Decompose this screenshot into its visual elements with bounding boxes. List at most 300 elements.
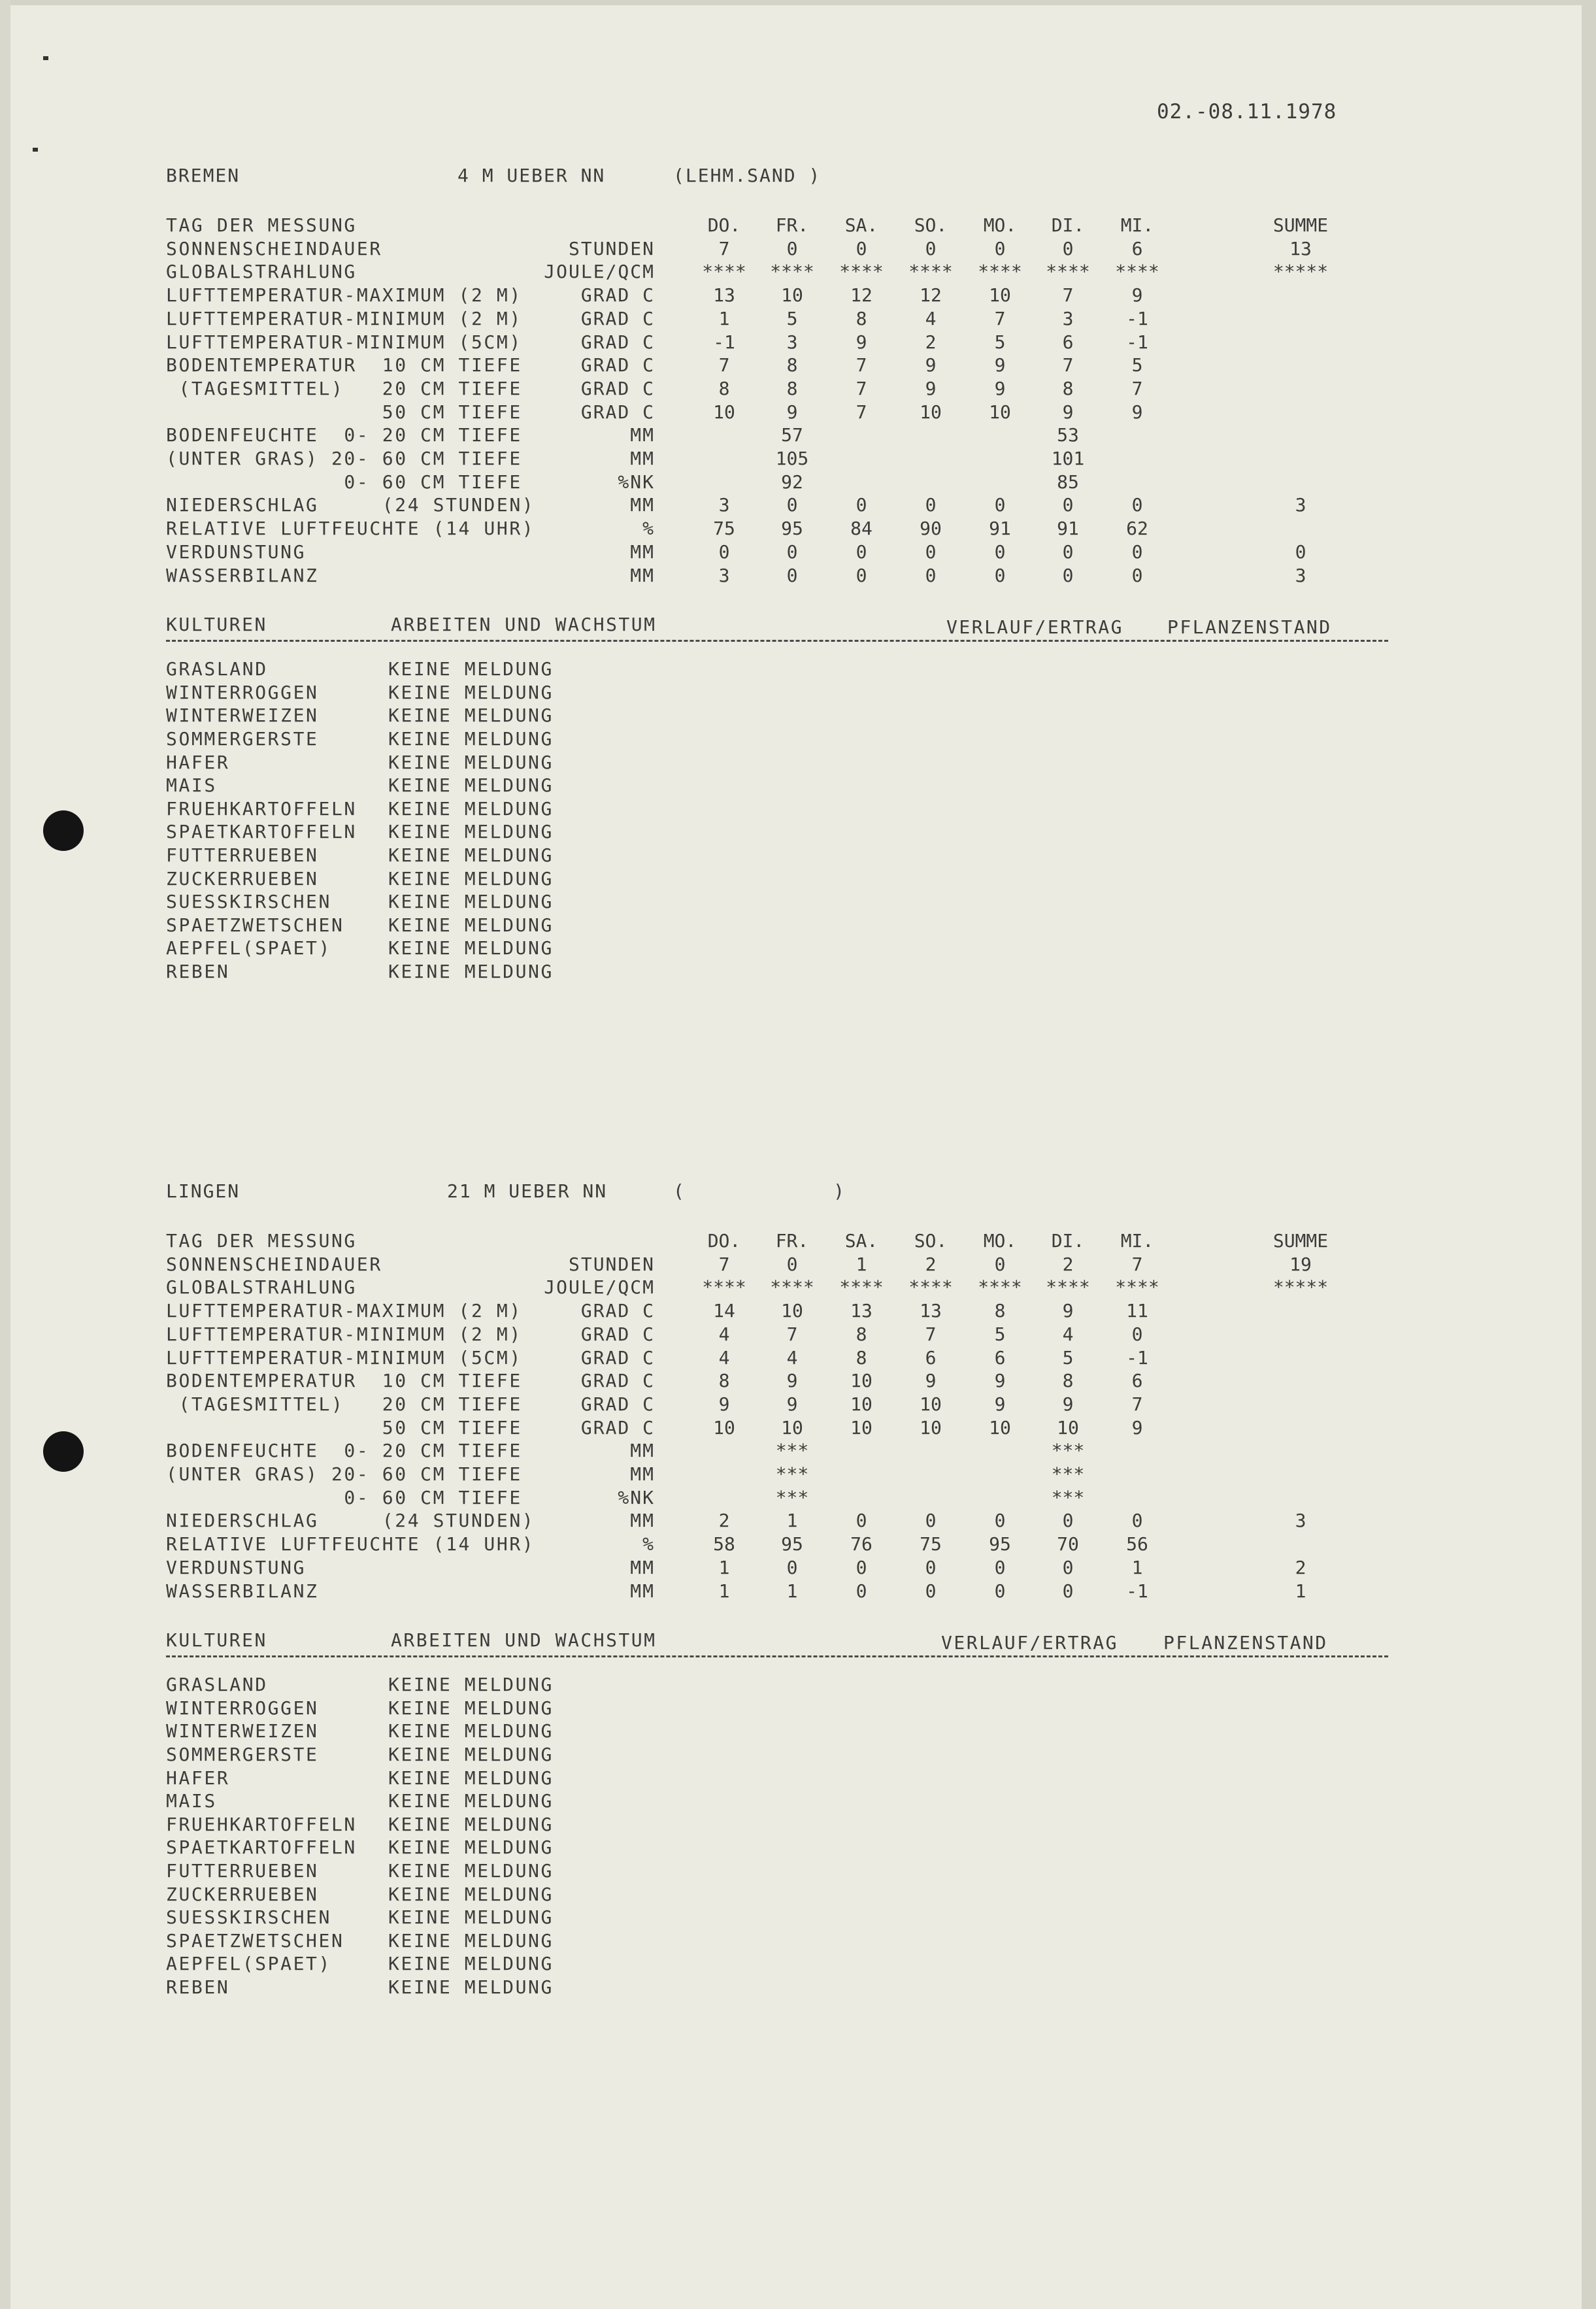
row-value: ****: [908, 1276, 953, 1299]
row-value: 5: [1062, 1346, 1074, 1369]
row-label: NIEDERSCHLAG (24 STUNDEN): [166, 1510, 535, 1532]
row-value: 0: [1131, 1510, 1143, 1532]
crop-name: WINTERROGGEN: [166, 1697, 319, 1719]
row-value: 1: [718, 1580, 730, 1602]
table-row: [0, 1580, 1596, 1604]
crop-row: [166, 751, 554, 773]
row-label: WASSERBILANZ: [166, 564, 319, 586]
row-value: ****: [1115, 261, 1159, 283]
crop-name: FUTTERRUEBEN: [166, 844, 319, 866]
crop-status: KEINE MELDUNG: [388, 797, 554, 820]
row-value: ***: [775, 1486, 809, 1508]
row-unit: JOULE/QCM: [544, 1276, 655, 1299]
crop-status: KEINE MELDUNG: [388, 1976, 554, 1998]
row-value: ***: [775, 1463, 809, 1485]
measurement-day-label: TAG DER MESSUNG: [166, 214, 357, 236]
crop-row: [166, 1790, 554, 1812]
row-value: 10: [781, 1300, 803, 1322]
crop-row: [166, 1836, 554, 1859]
crop-status: KEINE MELDUNG: [388, 1790, 554, 1812]
row-label: (TAGESMITTEL) 20 CM TIEFE: [166, 1393, 522, 1415]
row-value: 90: [920, 518, 942, 540]
row-label: BODENTEMPERATUR 10 CM TIEFE: [166, 354, 522, 376]
row-unit: GRAD C: [580, 1346, 655, 1369]
row-sum: 1: [1295, 1580, 1306, 1602]
crop-status: KEINE MELDUNG: [388, 681, 554, 703]
row-value: 10: [989, 401, 1011, 423]
arbeiten-header: ARBEITEN UND WACHSTUM: [391, 1629, 657, 1652]
table-row: [0, 1393, 1596, 1417]
row-value: 9: [1062, 1300, 1074, 1322]
crop-status: KEINE MELDUNG: [388, 821, 554, 843]
crop-row: [166, 728, 554, 750]
crop-row: [166, 1906, 554, 1929]
row-value: 13: [920, 1300, 942, 1322]
row-value: 0: [856, 540, 867, 563]
row-unit: GRAD C: [580, 331, 655, 353]
row-value: 0: [994, 1580, 1006, 1602]
row-label: NIEDERSCHLAG (24 STUNDEN): [166, 494, 535, 516]
crop-name: MAIS: [166, 1790, 217, 1812]
row-value: 6: [1131, 237, 1143, 259]
row-label: SONNENSCHEINDAUER: [166, 1253, 382, 1275]
row-label: 50 CM TIEFE: [166, 401, 522, 423]
row-value: 84: [850, 518, 873, 540]
row-unit: GRAD C: [580, 1370, 655, 1392]
table-row: [0, 1440, 1596, 1463]
table-row: [0, 1417, 1596, 1440]
row-value: 9: [994, 1393, 1006, 1415]
row-value: 10: [713, 401, 735, 423]
table-row: [0, 1510, 1596, 1533]
crop-row: [166, 705, 554, 727]
row-value: 3: [718, 564, 730, 586]
row-value: 7: [1131, 377, 1143, 399]
row-value: 8: [786, 354, 798, 376]
day-header: SA.: [844, 214, 878, 236]
row-value: 1: [856, 1253, 867, 1275]
row-label: VERDUNSTUNG: [166, 1556, 307, 1578]
row-value: ****: [702, 261, 746, 283]
table-row: [0, 308, 1596, 331]
station-name: LINGEN: [166, 1180, 241, 1202]
row-value: 10: [850, 1370, 873, 1392]
row-unit: MM: [630, 424, 655, 446]
row-value: ****: [1115, 1276, 1159, 1299]
crop-row: [166, 821, 554, 843]
crop-row: [166, 1883, 554, 1905]
row-unit: GRAD C: [580, 1300, 655, 1322]
table-row: [0, 1463, 1596, 1487]
row-label: RELATIVE LUFTFEUCHTE (14 UHR): [166, 518, 535, 540]
crop-name: SUESSKIRSCHEN: [166, 1906, 331, 1929]
row-value: 13: [850, 1300, 873, 1322]
day-header: SO.: [914, 214, 948, 236]
sum-header: SUMME: [1272, 1230, 1329, 1252]
row-value: 9: [718, 1393, 730, 1415]
table-row: [0, 238, 1596, 261]
row-value: 8: [718, 377, 730, 399]
paper-edge-top: [0, 0, 1596, 5]
row-value: 4: [1062, 1323, 1074, 1345]
crop-status: KEINE MELDUNG: [388, 867, 554, 889]
crop-row: [166, 891, 554, 913]
row-value: ****: [1046, 261, 1090, 283]
row-value: 10: [989, 1416, 1011, 1438]
row-value: 7: [718, 237, 730, 259]
row-label: GLOBALSTRAHLUNG: [166, 261, 357, 283]
crop-status: KEINE MELDUNG: [388, 1953, 554, 1975]
row-value: 62: [1126, 518, 1148, 540]
crop-status: KEINE MELDUNG: [388, 1906, 554, 1929]
row-value: 8: [718, 1370, 730, 1392]
row-value: 5: [1131, 354, 1143, 376]
row-value: 9: [925, 1370, 937, 1392]
row-value: 10: [989, 284, 1011, 307]
crop-name: ZUCKERRUEBEN: [166, 867, 319, 889]
crop-name: REBEN: [166, 961, 230, 982]
row-value: 7: [718, 1253, 730, 1275]
day-header: DI.: [1051, 1230, 1085, 1252]
station-height: 21 M UEBER NN: [447, 1180, 608, 1202]
row-unit: %: [642, 518, 655, 540]
row-unit: MM: [630, 448, 655, 469]
ink-speck: [43, 56, 48, 60]
row-value: 0: [856, 564, 867, 586]
row-value: 9: [1062, 401, 1074, 423]
day-header: SO.: [914, 1230, 948, 1252]
row-value: 0: [856, 494, 867, 516]
row-unit: MM: [630, 1510, 655, 1532]
row-value: ***: [775, 1440, 809, 1462]
crop-name: GRASLAND: [166, 1674, 268, 1696]
row-value: 9: [786, 1393, 798, 1415]
crop-row: [166, 797, 554, 820]
row-value: 76: [850, 1533, 873, 1555]
row-unit: MM: [630, 540, 655, 563]
crop-status: KEINE MELDUNG: [388, 1744, 554, 1765]
row-label: LUFTTEMPERATUR-MINIMUM (5CM): [166, 331, 522, 353]
row-label: 0- 60 CM TIEFE: [166, 471, 522, 493]
row-unit: GRAD C: [580, 401, 655, 423]
table-row: [0, 1254, 1596, 1277]
row-value: ****: [978, 261, 1022, 283]
row-value: 7: [925, 1323, 937, 1345]
row-value: 7: [1131, 1253, 1143, 1275]
row-value: ***: [1051, 1463, 1085, 1485]
row-value: 0: [994, 1556, 1006, 1578]
crop-status: KEINE MELDUNG: [388, 1836, 554, 1859]
row-unit: STUNDEN: [568, 1253, 655, 1275]
day-header: MI.: [1120, 214, 1154, 236]
crop-name: WINTERROGGEN: [166, 681, 319, 703]
row-value: 9: [786, 401, 798, 423]
row-value: 0: [1131, 564, 1143, 586]
row-value: 0: [1062, 564, 1074, 586]
crop-name: FRUEHKARTOFFELN: [166, 1813, 357, 1835]
table-row: [0, 518, 1596, 541]
row-value: 9: [994, 377, 1006, 399]
row-value: 1: [1131, 1556, 1143, 1578]
row-value: 0: [1062, 1556, 1074, 1578]
row-value: 5: [994, 331, 1006, 353]
row-label: VERDUNSTUNG: [166, 540, 307, 563]
row-value: 9: [994, 354, 1006, 376]
row-value: 6: [1131, 1370, 1143, 1392]
row-value: 5: [994, 1323, 1006, 1345]
row-value: 95: [989, 1533, 1011, 1555]
table-row: [0, 424, 1596, 448]
crop-status: KEINE MELDUNG: [388, 1860, 554, 1882]
crop-name: SUESSKIRSCHEN: [166, 891, 331, 913]
row-value: 0: [718, 540, 730, 563]
row-unit: JOULE/QCM: [544, 261, 655, 283]
row-value: 9: [925, 354, 937, 376]
crop-name: FUTTERRUEBEN: [166, 1860, 319, 1882]
crop-status: KEINE MELDUNG: [388, 1929, 554, 1952]
station-height: 4 M UEBER NN: [457, 165, 606, 186]
crop-name: SPAETKARTOFFELN: [166, 1836, 357, 1859]
row-value: 2: [925, 331, 937, 353]
crop-name: MAIS: [166, 774, 217, 797]
crop-row: [166, 1744, 554, 1765]
table-row: [0, 1370, 1596, 1393]
crop-status: KEINE MELDUNG: [388, 1720, 554, 1742]
row-value: 8: [856, 1323, 867, 1345]
verlauf-header: VERLAUF/ERTRAG: [946, 616, 1124, 639]
crop-row: [166, 1697, 554, 1719]
row-value: 12: [920, 284, 942, 307]
row-value: 95: [781, 518, 803, 540]
row-value: 0: [786, 1556, 798, 1578]
row-value: 5: [786, 307, 798, 329]
table-row: [0, 1276, 1596, 1300]
row-value: 0: [994, 540, 1006, 563]
row-value: 0: [1062, 540, 1074, 563]
table-row: [0, 1300, 1596, 1323]
row-value: 10: [850, 1416, 873, 1438]
crop-name: ZUCKERRUEBEN: [166, 1883, 319, 1905]
row-value: 0: [786, 237, 798, 259]
row-label: SONNENSCHEINDAUER: [166, 237, 382, 259]
row-value: 105: [775, 448, 809, 469]
crop-name: HAFER: [166, 1767, 230, 1789]
row-unit: GRAD C: [580, 1323, 655, 1345]
crop-status: KEINE MELDUNG: [388, 1674, 554, 1696]
row-unit: GRAD C: [580, 1393, 655, 1415]
row-label: (TAGESMITTEL) 20 CM TIEFE: [166, 377, 522, 399]
sum-header: SUMME: [1272, 214, 1329, 236]
crop-name: AEPFEL(SPAET): [166, 1953, 331, 1975]
verlauf-header: VERLAUF/ERTRAG: [941, 1632, 1119, 1654]
row-value: 0: [856, 1580, 867, 1602]
crop-row: [166, 867, 554, 889]
row-label: BODENFEUCHTE 0- 20 CM TIEFE: [166, 424, 522, 446]
row-value: 9: [786, 1370, 798, 1392]
crop-name: GRASLAND: [166, 658, 268, 680]
row-value: 7: [994, 307, 1006, 329]
row-value: 0: [1131, 494, 1143, 516]
row-value: 0: [925, 237, 937, 259]
crop-name: WINTERWEIZEN: [166, 705, 319, 727]
pflanzenstand-header: PFLANZENSTAND: [1163, 1632, 1328, 1654]
row-value: 4: [925, 307, 937, 329]
row-value: 75: [713, 518, 735, 540]
crop-name: REBEN: [166, 1976, 230, 1998]
punch-hole: [43, 810, 84, 851]
row-value: 10: [920, 1416, 942, 1438]
crop-status: KEINE MELDUNG: [388, 844, 554, 866]
row-value: 0: [786, 564, 798, 586]
day-header: SA.: [844, 1230, 878, 1252]
row-value: 3: [718, 494, 730, 516]
day-header: DO.: [707, 214, 741, 236]
row-value: 8: [1062, 1370, 1074, 1392]
row-unit: GRAD C: [580, 377, 655, 399]
row-value: 9: [856, 331, 867, 353]
row-value: 14: [713, 1300, 735, 1322]
row-value: 0: [925, 540, 937, 563]
day-header: FR.: [775, 214, 809, 236]
row-value: 0: [856, 1510, 867, 1532]
kulturen-header: KULTUREN: [166, 614, 267, 636]
table-row: [0, 1533, 1596, 1557]
row-label: LUFTTEMPERATUR-MINIMUM (2 M): [166, 307, 522, 329]
day-header: MO.: [983, 214, 1017, 236]
row-unit: %NK: [618, 1486, 655, 1508]
row-value: -1: [1126, 1580, 1148, 1602]
row-value: 85: [1057, 471, 1079, 493]
table-row: [0, 1323, 1596, 1347]
crop-row: [166, 1720, 554, 1742]
row-value: 3: [786, 331, 798, 353]
row-label: LUFTTEMPERATUR-MAXIMUM (2 M): [166, 284, 522, 307]
row-value: 56: [1126, 1533, 1148, 1555]
row-value: 7: [856, 377, 867, 399]
day-header: MI.: [1120, 1230, 1154, 1252]
crop-row: [166, 914, 554, 936]
row-label: (UNTER GRAS) 20- 60 CM TIEFE: [166, 1463, 522, 1485]
row-label: GLOBALSTRAHLUNG: [166, 1276, 357, 1299]
row-value: 12: [850, 284, 873, 307]
row-value: ****: [839, 261, 884, 283]
crop-status: KEINE MELDUNG: [388, 658, 554, 680]
row-value: 13: [713, 284, 735, 307]
row-value: ****: [908, 261, 953, 283]
row-label: LUFTTEMPERATUR-MAXIMUM (2 M): [166, 1300, 522, 1322]
day-header: MO.: [983, 1230, 1017, 1252]
row-value: 57: [781, 424, 803, 446]
row-value: 2: [718, 1510, 730, 1532]
row-value: 9: [1131, 284, 1143, 307]
row-value: ****: [978, 1276, 1022, 1299]
crop-status: KEINE MELDUNG: [388, 937, 554, 959]
row-value: ****: [1046, 1276, 1090, 1299]
crop-status: KEINE MELDUNG: [388, 891, 554, 913]
row-value: 9: [1131, 1416, 1143, 1438]
row-value: -1: [1126, 331, 1148, 353]
row-value: 0: [786, 540, 798, 563]
row-value: 11: [1126, 1300, 1148, 1322]
row-value: 2: [925, 1253, 937, 1275]
row-value: 9: [994, 1370, 1006, 1392]
row-value: 91: [989, 518, 1011, 540]
table-row: [0, 378, 1596, 401]
dashed-rule: [166, 1655, 1388, 1657]
crop-status: KEINE MELDUNG: [388, 961, 554, 982]
row-unit: MM: [630, 1580, 655, 1602]
row-value: -1: [1126, 307, 1148, 329]
row-value: 8: [856, 307, 867, 329]
row-value: 0: [1062, 494, 1074, 516]
row-unit: %NK: [618, 471, 655, 493]
row-value: 1: [718, 307, 730, 329]
row-value: 10: [920, 1393, 942, 1415]
row-value: 10: [781, 284, 803, 307]
arbeiten-header: ARBEITEN UND WACHSTUM: [391, 614, 657, 636]
table-row: [0, 1487, 1596, 1510]
row-label: RELATIVE LUFTFEUCHTE (14 UHR): [166, 1533, 535, 1555]
crop-status: KEINE MELDUNG: [388, 1813, 554, 1835]
row-value: 7: [856, 354, 867, 376]
row-value: 7: [1131, 1393, 1143, 1415]
row-value: 53: [1057, 424, 1079, 446]
crop-status: KEINE MELDUNG: [388, 1697, 554, 1719]
station-soil: (LEHM.SAND ): [673, 165, 822, 186]
day-header: DO.: [707, 1230, 741, 1252]
crop-row: [166, 844, 554, 866]
row-unit: GRAD C: [580, 354, 655, 376]
row-value: 4: [786, 1346, 798, 1369]
row-value: ****: [702, 1276, 746, 1299]
crop-name: WINTERWEIZEN: [166, 1720, 319, 1742]
table-row: [0, 541, 1596, 565]
row-value: 92: [781, 471, 803, 493]
row-value: 0: [786, 1253, 798, 1275]
row-value: 0: [994, 494, 1006, 516]
row-value: 10: [713, 1416, 735, 1438]
crop-name: SOMMERGERSTE: [166, 1744, 319, 1765]
row-value: 58: [713, 1533, 735, 1555]
crop-name: HAFER: [166, 751, 230, 773]
row-value: 75: [920, 1533, 942, 1555]
day-header: DI.: [1051, 214, 1085, 236]
row-unit: MM: [630, 1463, 655, 1485]
row-value: 10: [781, 1416, 803, 1438]
row-value: 0: [925, 1556, 937, 1578]
table-row: [0, 494, 1596, 518]
row-value: 10: [1057, 1416, 1079, 1438]
row-value: 0: [1131, 1323, 1143, 1345]
report-date: 02.-08.11.1978: [1157, 100, 1337, 124]
row-unit: GRAD C: [580, 307, 655, 329]
crop-row: [166, 1767, 554, 1789]
crop-row: [166, 1674, 554, 1696]
crop-status: KEINE MELDUNG: [388, 728, 554, 750]
row-value: 7: [786, 1323, 798, 1345]
row-value: 8: [994, 1300, 1006, 1322]
row-sum: *****: [1272, 1276, 1329, 1299]
table-row: [0, 1347, 1596, 1370]
row-value: 101: [1051, 448, 1085, 469]
row-value: 0: [786, 494, 798, 516]
crop-row: [166, 681, 554, 703]
row-value: -1: [713, 331, 735, 353]
row-label: WASSERBILANZ: [166, 1580, 319, 1602]
row-value: 4: [718, 1346, 730, 1369]
row-value: 0: [925, 1580, 937, 1602]
row-value: 1: [718, 1556, 730, 1578]
